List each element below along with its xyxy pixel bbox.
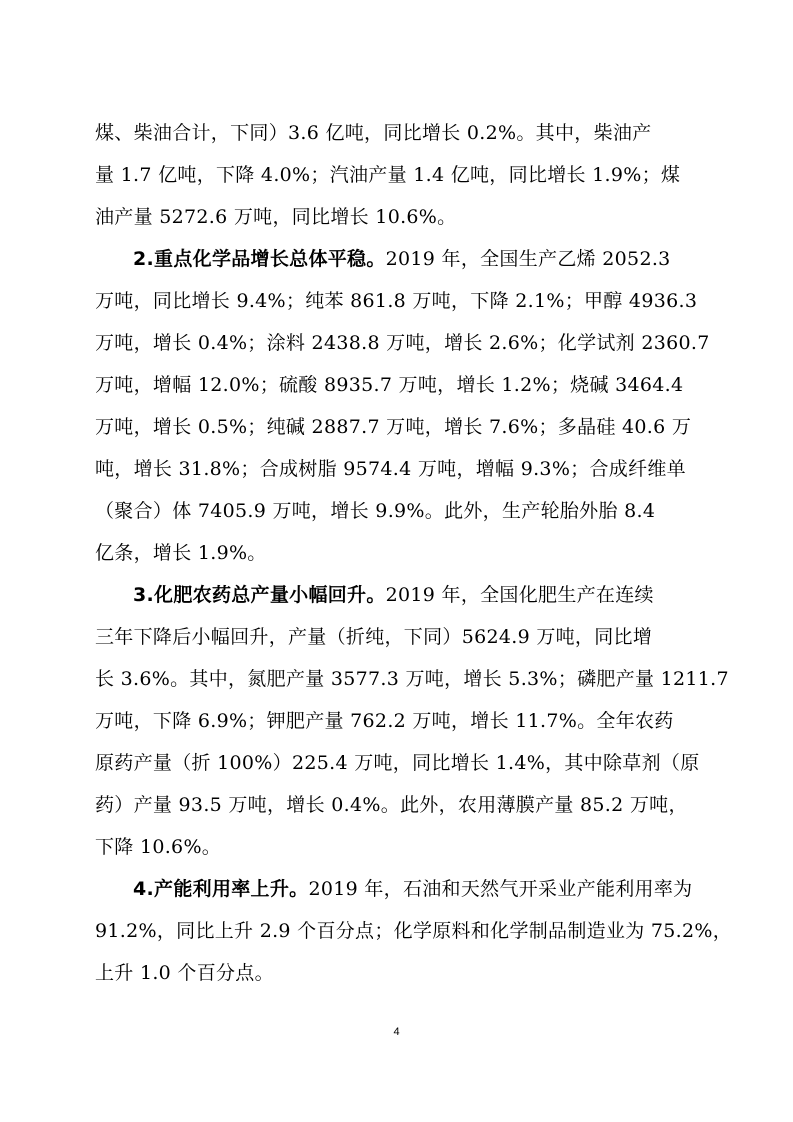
text-line: 长 3.6%。其中，氮肥产量 3577.3 万吨，增长 5.3%；磷肥产量 1211.7 (95, 668, 729, 690)
text-line: 吨，增长 31.8%；合成树脂 9574.4 万吨，增幅 9.3%；合成纤维单 (95, 458, 686, 480)
section-2-first-line (95, 238, 700, 280)
text-line: 91.2%，同比上升 2.9 个百分点；化学原料和化学制品制造业为 75.2%， (95, 920, 733, 942)
text-line: 万吨，同比增长 9.4%；纯苯 861.8 万吨，下降 2.1%；甲醇 4936.3 (95, 290, 698, 312)
section-2-heading: 2.重点化学品增长总体平稳。 (133, 248, 386, 270)
text-line: 万吨，增长 0.5%；纯碱 2887.7 万吨，增长 7.6%；多晶硅 40.6 万 (95, 416, 692, 438)
text-line: 原药产量（折 100%）225.4 万吨，同比增长 1.4%，其中除草剂（原 (95, 752, 700, 774)
text-line: 药）产量 93.5 万吨，增长 0.4%。此外，农用薄膜产量 85.2 万吨， (95, 794, 688, 816)
section-4-first-text: 2019 年，石油和天然气开采业产能利用率为 (308, 878, 693, 900)
text-line: 上升 1.0 个百分点。 (95, 962, 274, 984)
text-line: 下降 10.6%。 (95, 836, 222, 858)
section-4-first-line (95, 868, 700, 910)
text-line: 量 1.7 亿吨，下降 4.0%；汽油产量 1.4 亿吨，同比增长 1.9%；煤 (95, 164, 681, 186)
text-line: 三年下降后小幅回升，产量（折纯，下同）5624.9 万吨，同比增 (95, 626, 653, 648)
section-3-first-text: 2019 年，全国化肥生产在连续 (385, 584, 654, 606)
section-3-first-line (95, 574, 700, 616)
text-line: 油产量 5272.6 万吨，同比增长 10.6%。 (95, 206, 457, 228)
section-4-heading: 4.产能利用率上升。 (133, 878, 309, 900)
page-number: 4 (393, 1026, 400, 1038)
text-line: 煤、柴油合计，下同）3.6 亿吨，同比增长 0.2%。其中，柴油产 (95, 122, 652, 144)
text-line: 万吨，增幅 12.0%；硫酸 8935.7 万吨，增长 1.2%；烧碱 3464.4 (95, 374, 684, 396)
section-3-heading: 3.化肥农药总产量小幅回升。 (133, 584, 386, 606)
section-2-first-text: 2019 年，全国生产乙烯 2052.3 (385, 248, 671, 270)
text-line: （聚合）体 7405.9 万吨，增长 9.9%。此外，生产轮胎外胎 8.4 (95, 500, 656, 522)
text-line: 万吨，增长 0.4%；涂料 2438.8 万吨，增长 2.6%；化学试剂 2360.7 (95, 332, 710, 354)
text-line: 亿条，增长 1.9%。 (95, 542, 267, 564)
text-line: 万吨，下降 6.9%；钾肥产量 762.2 万吨，增长 11.7%。全年农药 (95, 710, 674, 732)
document-body (95, 112, 733, 994)
